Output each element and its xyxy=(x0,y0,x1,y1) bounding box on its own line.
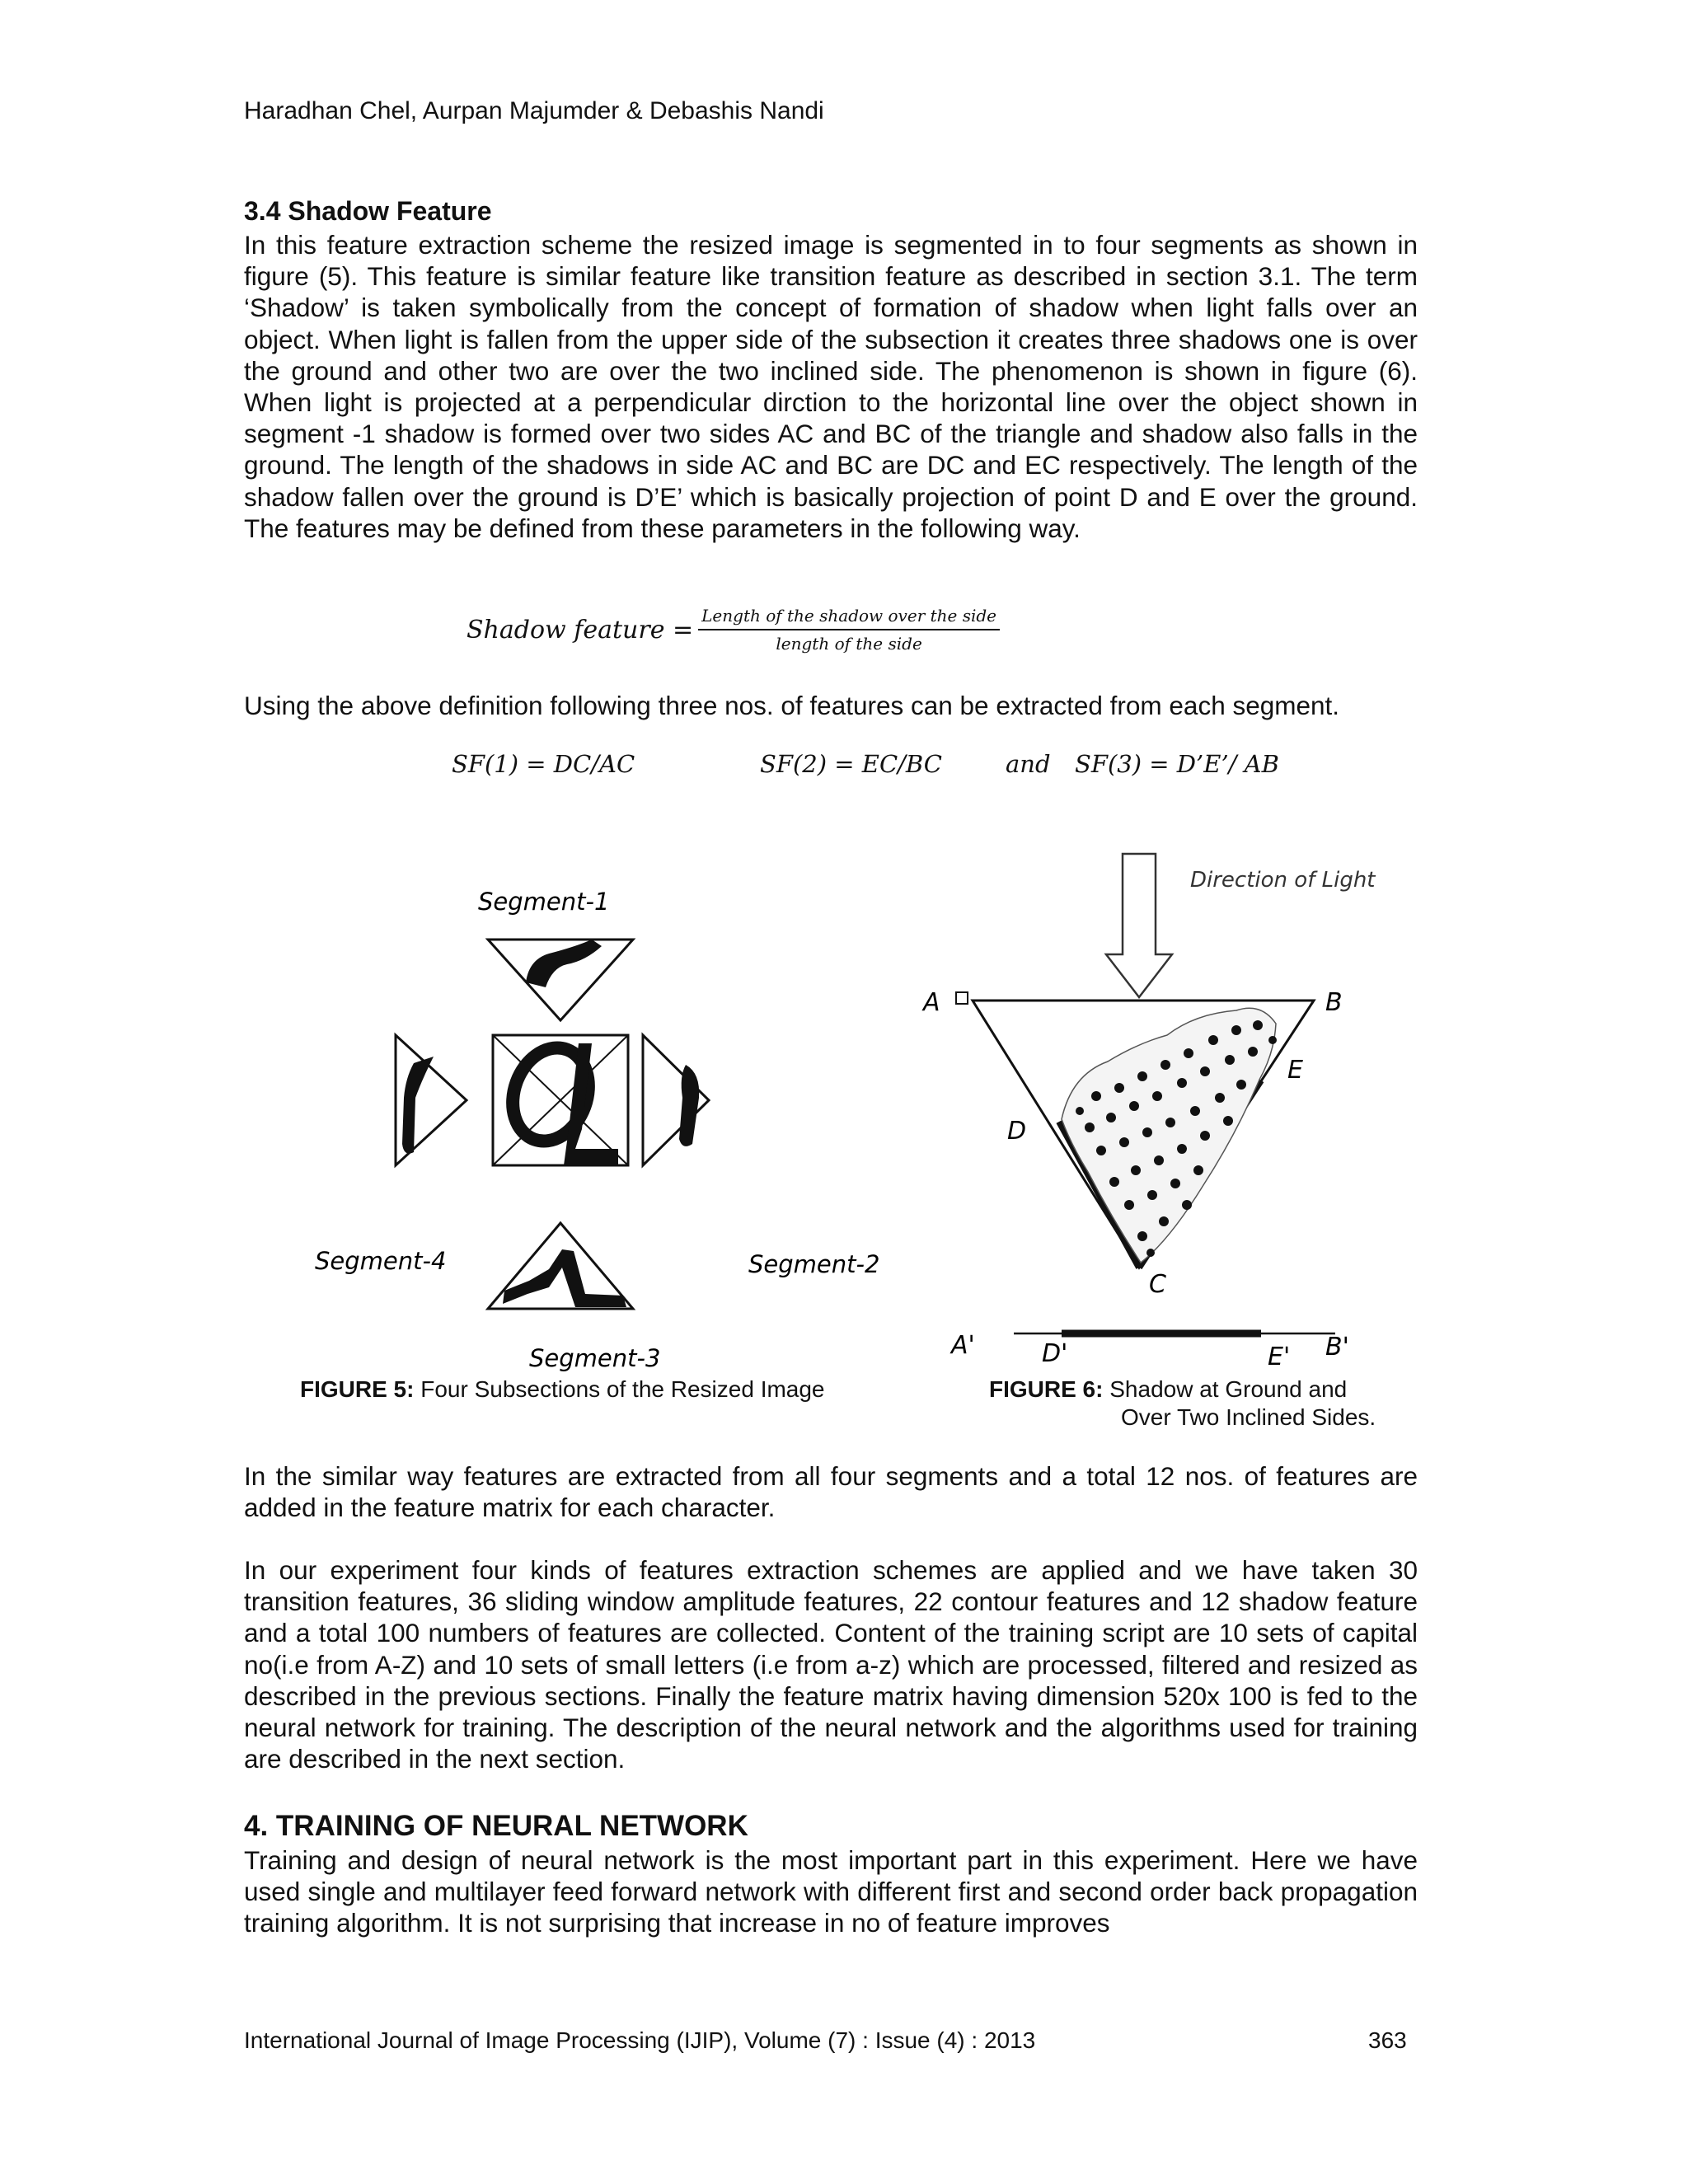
paragraph-total-features: In the similar way features are extracted from all four segments and a total 12 nos. of features are added in the feature matrix for each character. xyxy=(244,1461,1418,1523)
point-c-label: C xyxy=(1149,1270,1166,1299)
figure-6-caption-text: Shadow at Ground and xyxy=(1103,1376,1348,1402)
point-d-prime-label: D' xyxy=(1042,1339,1068,1368)
segment-4-triangle xyxy=(396,1035,467,1165)
point-d-label: D xyxy=(1007,1117,1027,1146)
point-b-prime-label: B' xyxy=(1325,1333,1349,1361)
light-direction-arrow xyxy=(1106,854,1172,997)
sf2-formula: SF(2) = EC/BC xyxy=(760,750,942,778)
point-e-label: E xyxy=(1287,1056,1303,1085)
formula-numerator: Length of the shadow over the side xyxy=(698,606,1000,630)
segment-4-label: Segment-4 xyxy=(315,1247,447,1275)
segment-1-label: Segment-1 xyxy=(478,888,610,916)
direction-of-light-label: Direction of Light xyxy=(1190,868,1376,893)
shadow-feature-formula xyxy=(467,606,1000,654)
paragraph-experiment: In our experiment four kinds of features extraction schemes are applied and we have taken 30 transition features, 36 sliding window amplitude features, 22 contour features and 12 shadow feature and a total 100 numbers of features are collected. Content of the training script are 10 sets of capital no(i.e from A-Z) and 10 sets of small letters (i.e from a-z) which are processed, filtered and resized as described in the previous sections. Finally the feature matrix having dimension 520x 100 is fed to the neural network for training. The description of the neural network and the algorithms used for training are described in the next section. xyxy=(244,1555,1418,1774)
segment-2-triangle xyxy=(643,1035,709,1165)
segment-2-label: Segment-2 xyxy=(748,1250,880,1278)
segment-1-triangle xyxy=(488,940,633,1020)
segment-3-label: Segment-3 xyxy=(529,1344,661,1372)
sf3-formula: SF(3) = D’E’/ AB xyxy=(1075,750,1279,778)
resized-character-image xyxy=(493,1035,628,1165)
figure-5-caption-text: Four Subsections of the Resized Image xyxy=(414,1376,825,1402)
paragraph-shadow-intro: In this feature extraction scheme the resized image is segmented in to four segments as shown in figure (5). This feature is similar feature like transition feature as described in section 3.1. The term ‘Shadow’ is taken symbolically from the concept of formation of shadow when light falls over an object. When light is fallen from the upper side of the subsection it creates three shadows one is over the ground and other two are over the two inclined side. The phenomenon is shown in figure (6). When light is projected at a perpendicular dirction to the horizontal line over the object shown in segment -1 shadow is formed over two sides AC and BC of the triangle and shadow also falls in the ground. The length of the shadows in side AC and BC are DC and EC respectively. The length of the shadow fallen over the ground is D’E’ which is basically projection of point D and E over the ground. The features may be defined from these parameters in the following way. xyxy=(244,230,1418,543)
running-head: Haradhan Chel, Aurpan Majumder & Debashis Nandi xyxy=(244,97,824,124)
point-b-label: B xyxy=(1325,988,1343,1017)
point-a-prime-label: A' xyxy=(951,1331,975,1360)
formula-denominator: length of the side xyxy=(776,634,922,654)
point-e-prime-label: E' xyxy=(1268,1343,1291,1371)
section-4-title: 4. TRAINING OF NEURAL NETWORK xyxy=(244,1810,748,1842)
section-title: 3.4 Shadow Feature xyxy=(244,196,492,226)
figure-5-caption xyxy=(300,1376,825,1403)
figure-6-caption xyxy=(989,1376,1347,1403)
footer-journal: International Journal of Image Processing (IJIP), Volume (7) : Issue (4) : 2013 xyxy=(244,2027,1036,2053)
page-number: 363 xyxy=(1368,2027,1407,2053)
formula-fraction xyxy=(698,606,1000,654)
figure-6-shadow xyxy=(907,849,1418,1376)
figure-5-segments xyxy=(313,882,907,1376)
figure-6-caption-line2: Over Two Inclined Sides. xyxy=(1121,1404,1376,1430)
sf1-formula: SF(1) = DC/AC xyxy=(452,750,635,778)
figure-5-caption-label: FIGURE 5: xyxy=(300,1376,415,1402)
formula-lhs: Shadow feature = xyxy=(467,615,694,644)
sf-and: and xyxy=(1006,750,1051,778)
figure-6-caption-label: FIGURE 6: xyxy=(989,1376,1104,1402)
point-a-label: A xyxy=(923,988,940,1017)
segment-3-triangle xyxy=(488,1223,633,1309)
paragraph-training: Training and design of neural network is the most important part in this experiment. Here we have used single and multilayer feed forward network with different first and second order back propagation training algorithm. It is not surprising that increase in no of feature improves xyxy=(244,1845,1418,1938)
paragraph-definition: Using the above definition following three nos. of features can be extracted from each segment. xyxy=(244,691,1340,720)
